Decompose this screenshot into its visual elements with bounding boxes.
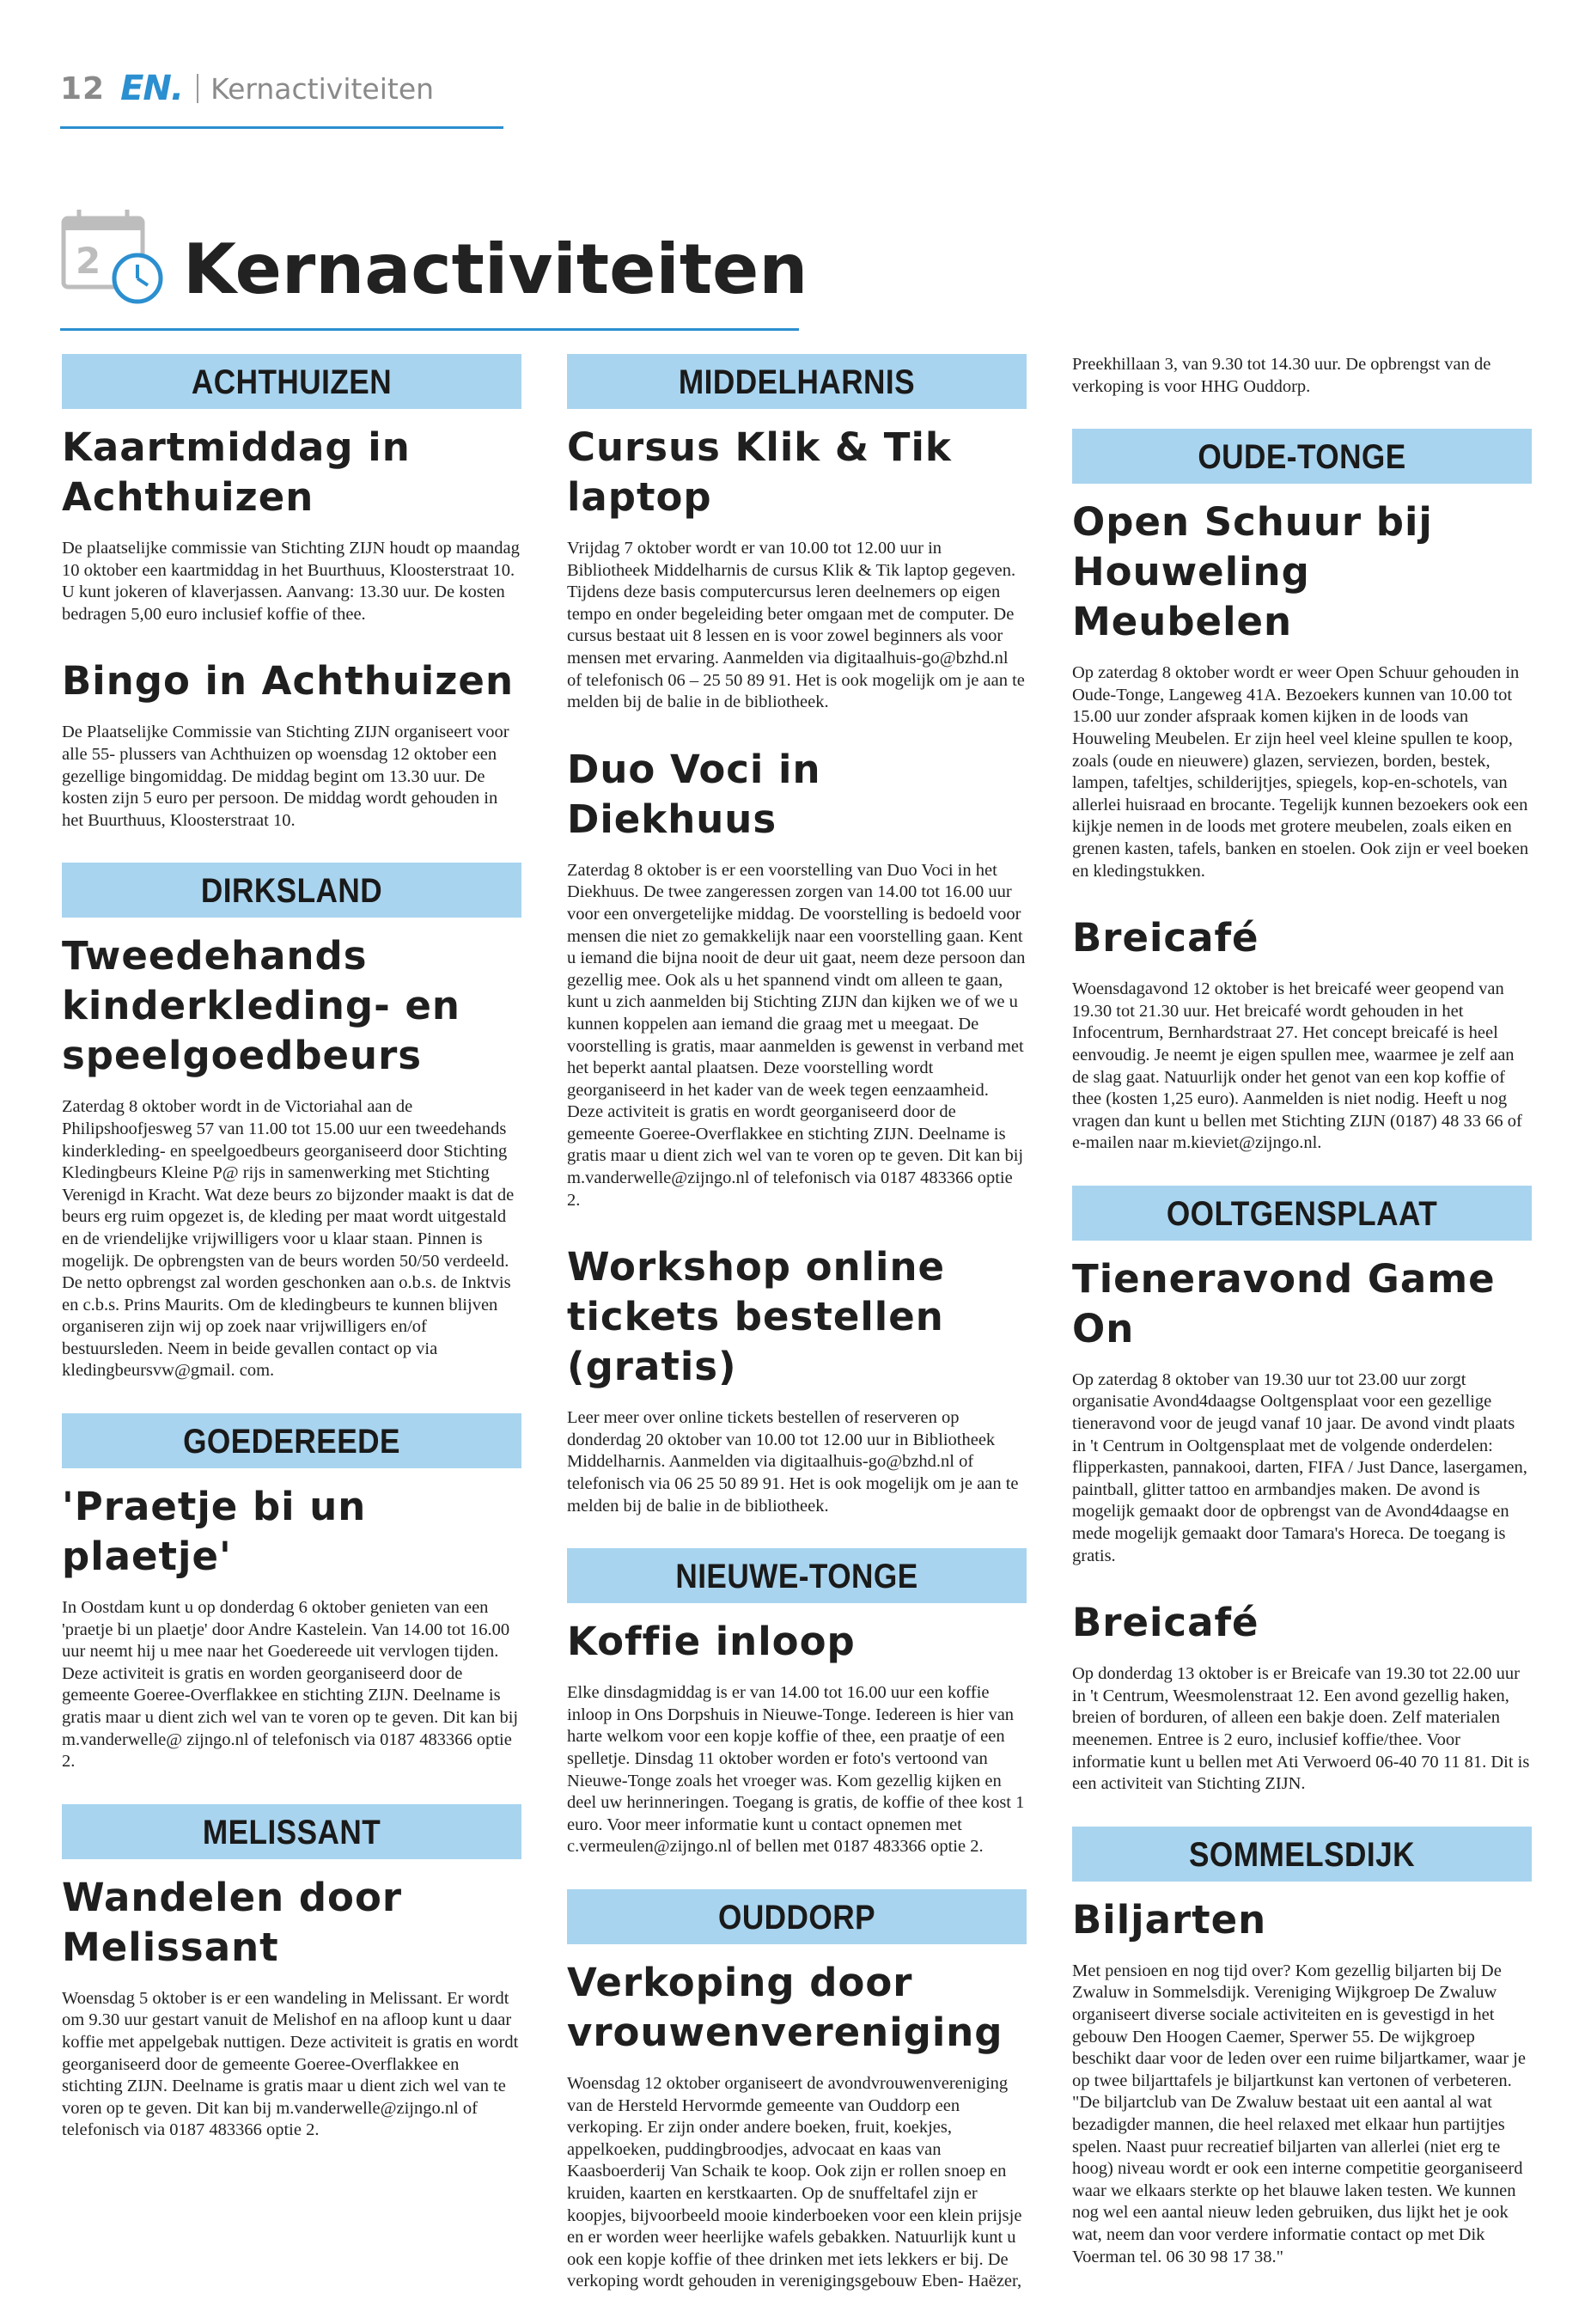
location-label: SOMMELSDIJK: [1188, 1835, 1415, 1874]
article-title: Breicafé: [1072, 915, 1259, 961]
article-body: Leer meer over online tickets bestellen of reserveren op donderdag 20 oktober van 10.00 tot 12.00 uur in Bibliotheek Middelharnis. Aanmelden via digitaalhuis-go@bzhd.nl of telefonisch via 06 25 50 89 91. Het is ook mogelijk om je aan te melden bij de balie in de bibliotheek.: [567, 1408, 1019, 1516]
location-label: DIRKSLAND: [200, 872, 383, 911]
location-bar: [62, 1413, 521, 1468]
column-3: [1072, 354, 1532, 2299]
location-label: MELISSANT: [202, 1813, 381, 1851]
article-body: De plaatselijke commissie van Stichting ZIJN houdt op maandag 10 oktober een kaartmiddag in het Buurthuus, Kloosterstraat 10. U kunt jokeren of klaverjassen. Aanvang: 13.30 uur. De kosten bedragen 5,00 euro inclusief koffie of thee.: [62, 539, 520, 624]
location-label: OOLTGENSPLAAT: [1166, 1194, 1438, 1233]
article-title: Tieneravond Game On: [1072, 1255, 1496, 1351]
page-title: Kernactiviteiten: [183, 229, 808, 309]
article-title: Wandelen door Melissant: [62, 1874, 403, 1970]
article-body: Woensdagavond 12 oktober is het breicafé weer geopend van 19.30 tot 21.30 uur. Het breicafé wordt gehouden in het Infocentrum, Bernhardstraat 27. Het concept breicafé is heel eenvoudig. Je neemt je eigen spullen mee, waarmee je zelf aan de slag gaat. Natuurlijk onder het genot van een kop koffie of thee (kosten 1,25 euro). Aanmelden is niet nodig. Heeft u nog vragen dan kunt u bellen met Stichting ZIJN (0187) 48 33 66 of e-mailen naar m.kieviet@zijngo.nl.: [1072, 979, 1522, 1153]
location-bar: [1072, 1827, 1532, 1882]
column-2: [567, 354, 1027, 2324]
location-bar: [567, 354, 1027, 409]
article-title: Kaartmiddag in Achthuizen: [62, 424, 411, 520]
article-body: Op zaterdag 8 oktober van 19.30 uur tot 23.00 uur zorgt organisatie Avond4daagse Ooltgensplaat voor een gezellige tieneravond voor de jeugd vanaf 10 jaar. De avond vindt plaats in 't Centrum in Ooltgensplaat met de volgende onderdelen: flipperkasten, pannakooi, darten, FIFA / Just Dance, lasergamen, paintball, glitter tattoo en armbandjes maken. De avond is mogelijk gemaakt door de opbrengst van de Avond4daagse en mede mogelijk gemaakt door Tamara's Horeca. De toegang is gratis.: [1072, 1369, 1527, 1565]
location-bar: [62, 863, 521, 918]
article-title: 'Praetje bi un plaetje': [62, 1484, 367, 1580]
location-label: MIDDELHARNIS: [678, 363, 916, 401]
article-title: Breicafé: [1072, 1600, 1259, 1646]
article-title: Cursus Klik & Tik laptop: [567, 424, 952, 520]
article-body: Woensdag 5 oktober is er een wandeling in Melissant. Er wordt om 9.30 uur gestart vanuit de Melishof en na afloop kunt u daar koffie met appelgebak nuttigen. Deze activiteit is gratis en wordt georganiseerd door de gemeente Goeree-Overflakkee en stichting ZIJN. Deelname is gratis maar u dient zich wel van te voren op te geven. Dit kan bij m.vanderwelle@zijngo.nl of telefonisch via 0187 483366 optie 2.: [62, 1988, 519, 2140]
calendar-day: 2: [76, 240, 101, 282]
article-title: Duo Voci in Diekhuus: [567, 746, 821, 842]
article-body: Op zaterdag 8 oktober wordt er weer Open Schuur gehouden in Oude-Tonge, Langeweg 41A. Bezoekers kunnen van 10.00 tot 15.00 uur zonder afspraak komen kijken in de loods van Houweling Meubelen. Er zijn heel veel kleine spullen te koop, zoals (oude en nieuwere) glazen, serviezen, borden, bestek, lampen, tafeltjes, schilderijtjes, spiegels, kop-en-schotels, van allerlei huisraad en brocante. Tegelijk kunnen bezoekers ook een kijkje nemen in de loods met grotere meubelen, zoals eiken en grenen kasten, tafels, banken en stoelen. Ook zijn er veel boeken en kledingstukken.: [1072, 663, 1529, 881]
location-label: ACHTHUIZEN: [191, 363, 393, 401]
header-divider: [197, 74, 198, 103]
header-rule: [60, 126, 503, 129]
article-title: Verkoping door vrouwenvereniging: [567, 1959, 1003, 2055]
article-body: Op donderdag 13 oktober is er Breicafe van 19.30 tot 22.00 uur in 't Centrum, Weesmolenstraat 12. Een avond gezellig haken, breien of borduren, of alleen een bakje doen. Zelf materialen meenemen. Entree is 2 euro, inclusief koffie/thee. Voor informatie kunt u bellen met Ati Verwoerd 06-40 70 11 81. Dit is een activiteit van Stichting ZIJN.: [1072, 1664, 1530, 1794]
page-heading: [60, 206, 808, 309]
location-bar: [1072, 1186, 1532, 1241]
publication-logo: EN.: [120, 69, 184, 108]
article-body: Woensdag 12 oktober organiseert de avondvrouwenvereniging van de Hersteld Hervormde gemeente van Ouddorp een verkoping. Er zijn onder andere boeken, fruit, koekjes, appelkoeken, puddingbroodjes, advocaat en kaas van Kaasboerderij Van Schaik te koop. Ook zijn er rollen snoep en kruiden, kaarten en kerstkaarten. Op de snuffeltafel zijn er koopjes, bijvoorbeeld mooie kinderboeken voor een klein prijsje en er worden weer heerlijke wafels gebakken. Natuurlijk kunt u ook een kopje koffie of thee drinken met iets lekkers er bij. De verkoping wordt gehouden in verenigingsgebouw Eben- Haëzer,: [567, 2073, 1022, 2291]
article-title: Workshop online tickets bestellen (gratis): [567, 1244, 946, 1390]
location-bar: [1072, 429, 1532, 484]
article-title: Biljarten: [1072, 1896, 1267, 1943]
article-body: De Plaatselijke Commissie van Stichting ZIJN organiseert voor alle 55- plussers van Achthuizen op woensdag 12 oktober een gezellige bingomiddag. De middag begint om 13.30 uur. De kosten zijn 5 euro per persoon. De middag wordt gehouden in het Buurthuus, Kloosterstraat 10.: [62, 723, 509, 830]
location-label: OUDE-TONGE: [1198, 438, 1406, 477]
article-continuation: Preekhillaan 3, van 9.30 tot 14.30 uur. De opbrengst van de verkoping is voor HHG Ouddorp.: [1072, 355, 1491, 396]
column-1: [62, 354, 521, 2173]
location-bar: [567, 1889, 1027, 1944]
location-label: GOEDEREEDE: [183, 1423, 400, 1461]
location-label: NIEUWE-TONGE: [675, 1558, 918, 1596]
calendar-clock-icon: [60, 206, 168, 309]
article-title: Koffie inloop: [567, 1619, 856, 1665]
page-number: 12: [60, 70, 106, 107]
location-bar: [62, 354, 521, 409]
article-body: Met pensioen en nog tijd over? Kom gezellig biljarten bij De Zwaluw in Sommelsdijk. Vereniging Wijkgroep De Zwaluw organiseert diverse sociale activiteiten en is gevestigd in het gebouw Den Hoogen Caemer, Sperwer 55. De wijkgroep beschikt daar voor de leden over een ruime biljartkamer, waar je op twee biljarttafels je biljartkunst kan vertonen of verbeteren. "De biljartclub van De Zwaluw bestaat uit een aantal al wat bezadigder mannen, die heel relaxed met elkaar hun partijtjes spelen. Naast puur recreatief biljarten van allerlei (niet erg te hoog) niveau wordt er ook een interne competitie georganiseerd waar we elkaars sterkte op het blauwe laken testen. We kunnen nog wel een aantal nieuw leden gebruiken, dus lijkt het je ook wat, neem dan voor verdere informatie contact op met Dik Voerman tel. 06 30 98 17 38.": [1072, 1961, 1526, 2266]
article-title: Open Schuur bij Houweling Meubelen: [1072, 499, 1433, 645]
location-bar: [567, 1548, 1027, 1603]
title-rule: [60, 328, 799, 331]
article-title: Tweedehands kinderkleding- en speelgoedbeurs: [62, 933, 460, 1079]
article-body: Zaterdag 8 oktober wordt in de Victoriahal aan de Philipshoofjesweg 57 van 11.00 tot 15.00 uur een tweedehands kinderkleding- en speelgoedbeurs georganiseerd door Stichting Kledingbeurs Kleine P@ rijs in samenwerking met Stichting Verenigd in Kracht. Wat deze beurs zo bijzonder maakt is dat de beurs erg ruim opgezet is, de kleding per maat wordt uitgestald en de vriendelijke vrijwilligers voor u klaar staan. Pinnen is mogelijk. De opbrengsten van de beurs worden 50/50 verdeeld. De netto opbrengst zal worden geschonken aan o.b.s. de Inktvis en c.b.s. Prins Maurits. Om de kledingbeurs te kunnen blijven organiseren zijn wij op zoek naar vrijwilligers en/of bestuursleden. Neem in beide gevallen contact op via kledingbeursvw@gmail. com.: [62, 1097, 515, 1381]
article-body: Zaterdag 8 oktober is er een voorstelling van Duo Voci in het Diekhuus. De twee zangeressen zorgen van 14.00 tot 16.00 uur voor een onvergetelijke middag. De voorstelling is bedoeld voor mensen die niet zo gemakkelijk naar een voorstelling gaan. Kent u iemand die bijna nooit de deur uit gaat, neem deze persoon dan gezellig mee. Ook als u het spannend vindt om alleen te gaan, kunt u zich aanmelden bij Stichting ZIJN dan kijken we of we u kunnen koppelen aan iemand die graag met u meegaat. De voorstelling is gratis, maar aanmelden is gewenst in verband met het beperkt aantal plaatsen. Deze voorstelling wordt georganiseerd in het kader van de week tegen eenzaamheid. Deze activiteit is gratis en wordt georganiseerd door de gemeente Goeree-Overflakkee en stichting ZIJN. Deelname is gratis maar u dient zich wel van te voren op te geven. Dit kan bij m.vanderwelle@zijngo.nl of telefonisch via 0187 483366 optie 2.: [567, 860, 1026, 1210]
article-body: In Oostdam kunt u op donderdag 6 oktober genieten van een 'praetje bi un plaetje' door Andre Kastelein. Van 14.00 tot 16.00 uur neemt hij u mee naar het Goedereede uit vervlogen tijden. Deze activiteit is gratis en worden georganiseerd door de gemeente Goeree-Overflakkee en stichting ZIJN. Deelname is gratis maar u dient zich wel van te voren op te geven. Dit kan bij m.vanderwelle@ zijngo.nl of telefonisch via 0187 483366 optie 2.: [62, 1598, 519, 1772]
article-body: Elke dinsdagmiddag is er van 14.00 tot 16.00 uur een koffie inloop in Ons Dorpshuis in Nieuwe-Tonge. Iedereen is hier van harte welkom voor een kopje koffie of thee, een praatje of een spelletje. Dinsdag 11 oktober worden er foto's vertoond van Nieuwe-Tonge zoals het vroeger was. Kom gezellig kijken en deel uw herinneringen. Toegang is gratis, de koffie of thee kost 1 euro. Voor meer informatie kunt u contact opnemen met c.vermeulen@zijngo.nl of bellen met 0187 483366 optie 2.: [567, 1683, 1025, 1857]
article-body: Vrijdag 7 oktober wordt er van 10.00 tot 12.00 uur in Bibliotheek Middelharnis de cursus Klik & Tik laptop gegeven. Tijdens deze basis computercursus leren deelnemers op eigen tempo en onder begeleiding beter omgaan met de computer. De cursus bestaat uit 8 lessen en is voor zowel beginners als voor mensen met ervaring. Aanmelden via digitaalhuis-go@bzhd.nl of telefonisch 06 – 25 50 89 91. Het is ook mogelijk om je aan te melden bij de balie in de bibliotheek.: [567, 539, 1025, 712]
section-name: Kernactiviteiten: [210, 71, 435, 106]
location-bar: [62, 1804, 521, 1859]
article-title: Bingo in Achthuizen: [62, 658, 514, 705]
running-header: [60, 69, 434, 108]
location-label: OUDDORP: [717, 1898, 875, 1937]
